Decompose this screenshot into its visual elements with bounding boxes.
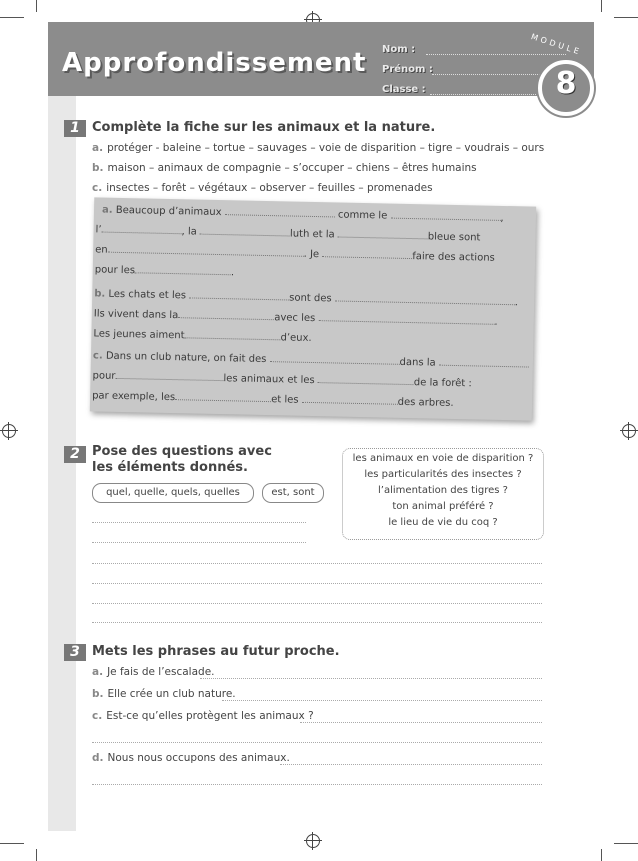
answer-line[interactable] [92,622,542,623]
word-list-c [92,182,433,194]
registration-mark-icon [2,424,16,438]
answer-line[interactable] [92,583,542,584]
interrogative-pill: quel, quelle, quels, quelles [92,483,254,503]
answer-line[interactable] [92,742,542,743]
card-line: en . Je faire des actions [95,244,495,264]
registration-mark-icon [622,424,636,438]
answer-line[interactable] [280,764,542,765]
blank-field[interactable] [322,248,412,259]
card-line: pour les . [94,264,235,279]
firstname-label: Prénom : [382,64,433,75]
crop-mark [36,0,37,12]
list-letter: a. [92,142,104,154]
item-letter: c. [92,710,103,722]
blank-field[interactable] [178,309,274,320]
blank-field[interactable] [439,357,529,368]
blank-field[interactable] [390,210,500,221]
blank-field[interactable] [185,329,281,340]
question-element: les animaux en voie de disparition ? [352,453,534,464]
blank-field[interactable] [108,244,304,257]
exercise-title: Complète la fiche sur les animaux et la nature. [92,120,436,135]
blank-field[interactable] [302,394,398,405]
blank-field[interactable] [318,374,414,385]
exercise-title: Mets les phrases au futur proche. [92,644,340,659]
card-line: c. Dans un club nature, on fait des dans la [93,349,529,370]
list-letter: b. [92,162,104,174]
module-label: MODULE [529,32,583,57]
item-letter: a. [92,666,104,678]
question-element: les particularités des insectes ? [364,469,522,480]
answer-line[interactable] [222,700,542,701]
crop-mark [614,17,638,18]
answer-line[interactable] [92,603,542,604]
class-label: Classe : [382,84,426,95]
crop-mark [601,849,602,861]
item-letter: b. [94,288,106,300]
item-letter: c. [92,350,103,362]
sentence-item: c. Est-ce qu’elles protègent les animaux ? [92,710,314,722]
question-element: l’alimentation des tigres ? [378,485,508,496]
sentence-item: a. Je fais de l’escalade. [92,666,215,678]
fill-in-card-content [90,197,536,420]
crop-mark [614,843,638,844]
page-title: Approfondissement [62,48,367,78]
card-line: par exemple, les et les des arbres. [92,390,454,409]
crop-mark [0,843,24,844]
verb-pill: est, sont [262,483,324,503]
blank-field[interactable] [200,226,290,237]
crop-mark [0,17,24,18]
blank-field[interactable] [135,264,231,275]
list-letter: c. [92,182,103,194]
card-line: pour les animaux et les de la forêt : [92,370,472,390]
word-list-b [92,162,477,174]
module-badge [538,60,594,116]
item-letter: b. [92,688,104,700]
question-elements-box [342,448,544,540]
word-list-a [92,142,544,154]
exercise-title-line2: les éléments donnés. [92,460,248,475]
card-line: a. Beaucoup d’animaux comme le , [101,204,504,224]
list-text: maison – animaux de compagnie – s’occuper – chiens – êtres humains [107,162,477,174]
answer-line[interactable] [200,678,542,679]
card-line: Ils vivent dans la avec les . [93,308,498,328]
sentence-item: d. Nous nous occupons des animaux. [92,752,290,764]
registration-mark-icon [306,834,320,848]
blank-field[interactable] [338,229,428,240]
left-margin-strip [48,96,76,831]
list-text: protéger - baleine – tortue – sauvages – voie de disparition – tigre – voudrais – ours [107,142,545,154]
blank-field[interactable] [115,370,223,381]
module-number: 8 [555,66,577,101]
question-element: le lieu de vie du coq ? [388,517,498,528]
card-line: l’ , la luth et la bleue sont [95,224,481,244]
exercise-title-line1: Pose des questions avec [92,444,272,459]
answer-line[interactable] [300,722,542,723]
blank-field[interactable] [189,289,289,300]
crop-mark [36,849,37,861]
crop-mark [601,0,602,12]
blank-field[interactable] [335,292,515,305]
sentence-item: b. Elle crée un club nature. [92,688,236,700]
item-letter: a. [101,204,113,216]
item-letter: d. [92,752,104,764]
question-element: ton animal préféré ? [392,501,494,512]
exercise-number: 1 [64,120,86,137]
answer-line[interactable] [92,522,306,523]
card-line: b. Les chats et les sont des . [94,288,519,309]
blank-field[interactable] [102,224,182,235]
blank-field[interactable] [175,391,271,402]
exercise-number: 2 [64,446,86,463]
answer-line[interactable] [92,784,542,785]
student-id-fields [382,40,433,100]
blank-field[interactable] [225,206,335,217]
name-label: Nom : [382,44,416,55]
answer-line[interactable] [92,542,306,543]
list-text: insectes – forêt – végétaux – observer – feuilles – promenades [106,182,433,194]
blank-field[interactable] [270,353,400,365]
answer-line[interactable] [92,563,542,564]
card-line: Les jeunes aiment d’eux. [93,328,312,344]
exercise-number: 3 [64,644,86,661]
blank-field[interactable] [318,312,494,325]
